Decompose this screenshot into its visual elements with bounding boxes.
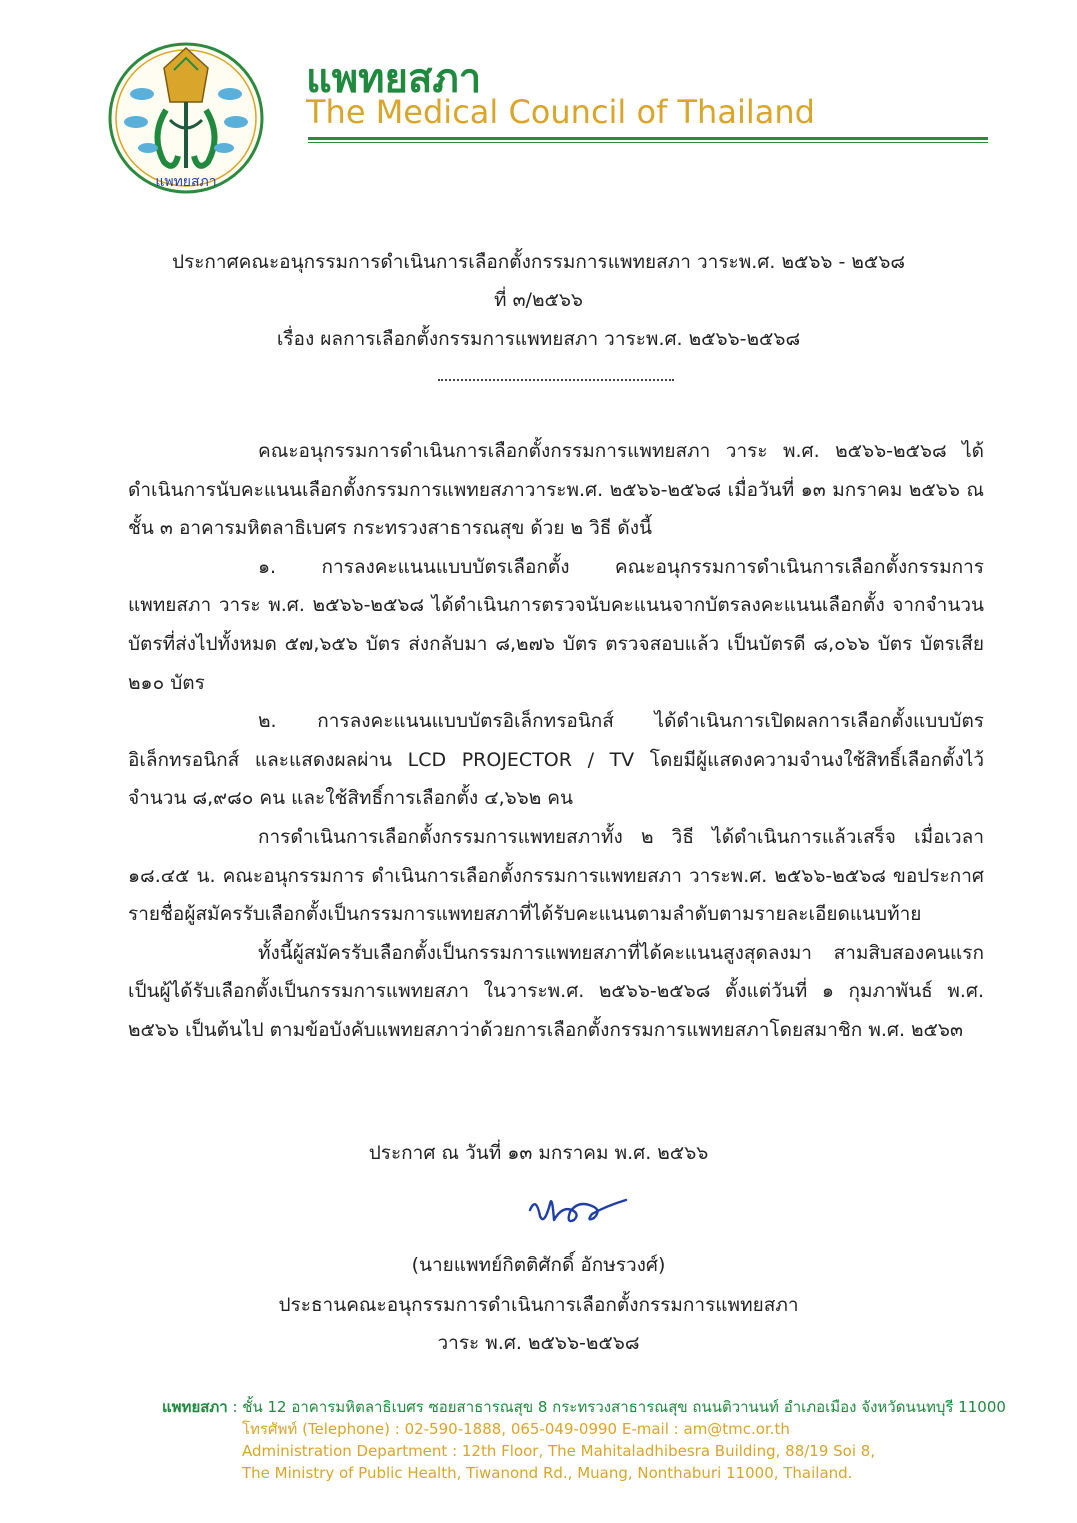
- medical-council-seal-icon: [106, 40, 266, 196]
- footer-address-en-2: The Ministry of Public Health, Tiwanond Rd., Muang, Nonthaburi 11000, Thailand.: [242, 1464, 853, 1482]
- announcement-number: ที่ ๓/๒๕๖๖: [494, 289, 583, 311]
- signatory-name: (นายแพทย์กิตติศักดิ์ อักษรวงศ์): [411, 1254, 666, 1276]
- header-rule: [308, 137, 988, 140]
- body-paragraph-completion: การดำเนินการเลือกตั้งกรรมการแพทยสภาทั้ง ๒ วิธี ได้ดำเนินการแล้วเสร็จ เมื่อเวลา ๑๘.๔๕ น. คณะอนุกรรมการ ดำเนินการเลือกตั้งกรรมการแพทยสภา วาระพ.ศ. ๒๕๖๖-๒๕๖๘ ขอประกาศรายชื่อผู้สมัครรับเลือกตั้งเป็นกรรมการแพทยสภาที่ได้รับคะแนนตามลำดับตามรายละเอียดแนบท้าย: [128, 825, 984, 926]
- org-name-th: แพทยสภา: [306, 56, 482, 102]
- header-rule-thin: [308, 142, 988, 143]
- dotted-divider: [438, 379, 674, 381]
- footer-phone-label: โทรศัพท์ (Telephone) :: [242, 1420, 400, 1438]
- body-paragraph-result: ทั้งนี้ผู้สมัครรับเลือกตั้งเป็นกรรมการแพทยสภาที่ได้คะแนนสูงสุดลงมา สามสิบสองคนแรก เป็นผู้ได้รับเลือกตั้งเป็นกรรมการแพทยสภา ในวาระพ.ศ. ๒๕๖๖-๒๕๖๘ ตั้งแต่วันที่ ๑ กุมภาพันธ์ พ.ศ. ๒๕๖๖ เป็นต้นไป ตามข้อบังคับแพทยสภาว่าด้วยการเลือกตั้งกรรมการแพทยสภาโดยสมาชิก พ.ศ. ๒๕๖๓: [128, 941, 984, 1041]
- handwritten-signature: [522, 1186, 632, 1230]
- announcement-title: ประกาศคณะอนุกรรมการดำเนินการเลือกตั้งกรรมการแพทยสภา วาระพ.ศ. ๒๕๖๖ - ๒๕๖๘: [171, 251, 906, 273]
- footer-contact: [162, 1396, 1006, 1484]
- body-paragraph-intro: คณะอนุกรรมการดำเนินการเลือกตั้งกรรมการแพทยสภา วาระ พ.ศ. ๒๕๖๖-๒๕๖๘ ได้ดำเนินการนับคะแนนเลือกตั้งกรรมการแพทยสภาวาระพ.ศ. ๒๕๖๖-๒๕๖๘ เมื่อวันที่ ๑๓ มกราคม ๒๕๖๖ ณ ชั้น ๓ อาคารมหิตลาธิเบศร กระทรวงสาธารณสุข ด้วย ๒ วิธี ดังนี้: [128, 440, 984, 540]
- signatory-position: ประธานคณะอนุกรรมการดำเนินการเลือกตั้งกรรมการแพทยสภา: [278, 1294, 799, 1316]
- footer-email-label: E-mail :: [621, 1420, 679, 1438]
- footer-phone: 02-590-1888, 065-049-0990: [404, 1420, 618, 1438]
- signatory-term: วาระ พ.ศ. ๒๕๖๖-๒๕๖๘: [437, 1332, 640, 1354]
- body-paragraph-electronic-ballot: ๒. การลงคะแนนแบบบัตรอิเล็กทรอนิกส์ ได้ดำเนินการเปิดผลการเลือกตั้งแบบบัตรอิเล็กทรอนิกส์ และแสดงผลผ่าน LCD PROJECTOR / TV โดยมีผู้แสดงความจำนงใช้สิทธิ์เลือกตั้งไว้ จำนวน ๘,๙๘๐ คน และใช้สิทธิ์การเลือกตั้ง ๔,๖๖๒ คน: [128, 710, 984, 810]
- logo-text: แพทยสภา: [155, 174, 217, 190]
- org-name-en: The Medical Council of Thailand: [306, 93, 815, 131]
- announcement-date: ประกาศ ณ วันที่ ๑๓ มกราคม พ.ศ. ๒๕๖๖: [368, 1142, 709, 1164]
- announcement-subject: เรื่อง ผลการเลือกตั้งกรรมการแพทยสภา วาระพ.ศ. ๒๕๖๖-๒๕๖๘: [276, 328, 801, 350]
- footer-email[interactable]: am@tmc.or.th: [683, 1420, 790, 1438]
- footer-address-th: : ชั้น 12 อาคารมหิตลาธิเบศร ซอยสาธารณสุข 8 กระทรวงสาธารณสุข ถนนติวานนท์ อำเภอเมือง จังหวัดนนทบุรี 11000: [227, 1398, 1006, 1416]
- announcement-body: [128, 432, 984, 1050]
- footer-address-en-1: Administration Department : 12th Floor, The Mahitaladhibesra Building, 88/19 Soi 8,: [242, 1442, 876, 1460]
- body-paragraph-paper-ballot: ๑. การลงคะแนนแบบบัตรเลือกตั้ง คณะอนุกรรมการดำเนินการเลือกตั้งกรรมการแพทยสภา วาระ พ.ศ. ๒๕๖๖-๒๕๖๘ ได้ดำเนินการตรวจนับคะแนนจากบัตรลงคะแนนเลือกตั้ง จากจำนวนบัตรที่ส่งไปทั้งหมด ๕๗,๖๕๖ บัตร ส่งกลับมา ๘,๒๗๖ บัตร ตรวจสอบแล้ว เป็นบัตรดี ๘,๐๖๖ บัตร บัตรเสีย ๒๑๐ บัตร: [128, 555, 984, 694]
- footer-label: แพทยสภา: [162, 1398, 228, 1416]
